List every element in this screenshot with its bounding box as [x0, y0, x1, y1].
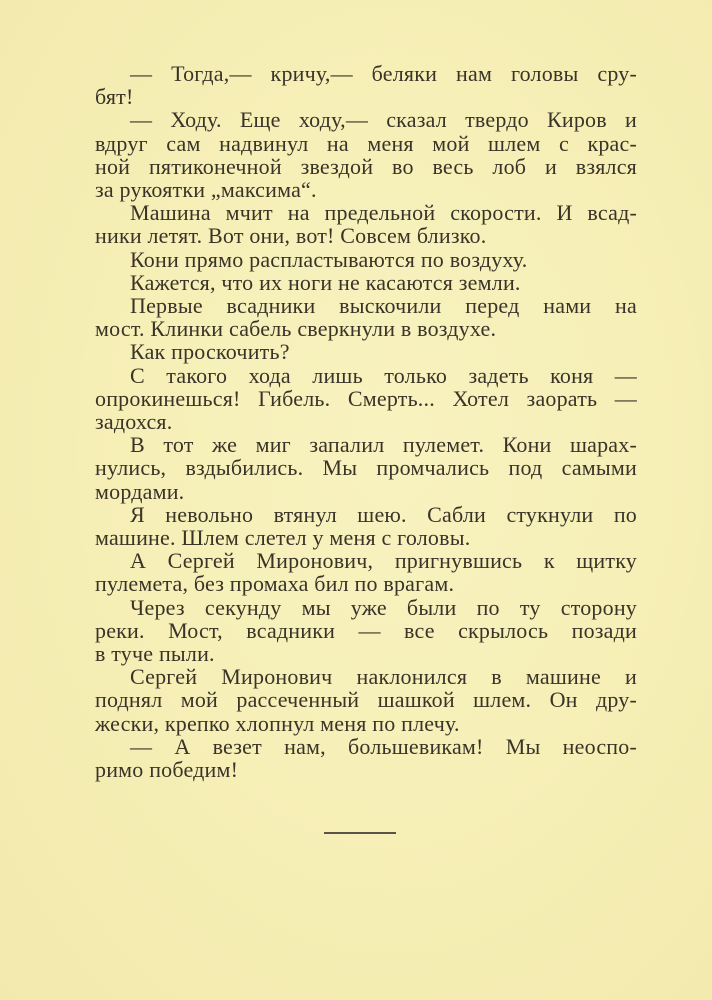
text-line: ной пятиконечной звездой во весь лоб и взялся: [95, 153, 637, 179]
text-line: — А везет нам, большевикам! Мы неоспо-: [130, 733, 637, 759]
text-line: Машина мчит на предельной скорости. И всад-: [130, 200, 637, 226]
page-text: [95, 62, 637, 781]
text-line: Как проскочить?: [130, 339, 290, 365]
text-line: римо победим!: [95, 757, 239, 783]
paragraph: [95, 549, 637, 595]
text-line: за рукоятки „максима“.: [95, 177, 317, 203]
paragraph: [95, 340, 637, 363]
text-line: пулемета, без промаха бил по врагам.: [95, 571, 455, 597]
paragraph: [95, 62, 637, 108]
text-line: жески, крепко хлопнул меня по плечу.: [95, 710, 460, 736]
paragraph: [95, 294, 637, 340]
paragraph: [95, 201, 637, 247]
text-line: В тот же миг запалил пулемет. Кони шарах-: [130, 432, 637, 458]
text-line: Кажется, что их ноги не касаются земли.: [130, 269, 521, 295]
text-line: Кони прямо распластываются по воздуху.: [130, 246, 528, 272]
text-line: Через секунду мы уже были по ту сторону: [130, 594, 637, 620]
text-line: мост. Клинки сабель сверкнули в воздухе.: [95, 316, 497, 342]
paragraph: [95, 108, 637, 201]
paragraph: [95, 735, 637, 781]
text-line: реки. Мост, всадники — все скрылось позади: [95, 617, 637, 643]
text-line: опрокинешься! Гибель. Смерть... Хотел заорать —: [95, 385, 637, 411]
text-line: Первые всадники выскочили перед нами на: [130, 293, 637, 319]
text-line: Сергей Миронович наклонился в машине и: [130, 664, 637, 690]
text-line: вдруг сам надвинул на меня мой шлем с крас-: [95, 130, 637, 156]
paragraph: [95, 665, 637, 735]
paragraph: [95, 503, 637, 549]
text-line: Я невольно втянул шею. Сабли стукнули по: [130, 501, 637, 527]
section-end-rule: [324, 832, 396, 834]
text-line: машине. Шлем слетел у меня с головы.: [95, 525, 471, 551]
text-line: поднял мой рассеченный шашкой шлем. Он дру-: [95, 687, 637, 713]
text-line: задохся.: [95, 409, 173, 435]
paragraph: [95, 596, 637, 666]
paragraph: [95, 433, 637, 503]
text-line: нулись, вздыбились. Мы промчались под самыми: [95, 455, 637, 481]
paragraph: [95, 271, 637, 294]
text-line: — Ходу. Еще ходу,— сказал твердо Киров и: [130, 107, 637, 133]
paragraph: [95, 248, 637, 271]
text-line: в туче пыли.: [95, 641, 215, 667]
text-line: мордами.: [95, 478, 185, 504]
text-line: бят!: [95, 84, 134, 110]
text-line: ники летят. Вот они, вот! Совсем близко.: [95, 223, 487, 249]
text-line: А Сергей Миронович, пригнувшись к щитку: [130, 548, 637, 574]
text-line: — Тогда,— кричу,— беляки нам головы сру-: [130, 61, 637, 86]
text-line: С такого хода лишь только задеть коня —: [130, 362, 637, 388]
paragraph: [95, 364, 637, 434]
